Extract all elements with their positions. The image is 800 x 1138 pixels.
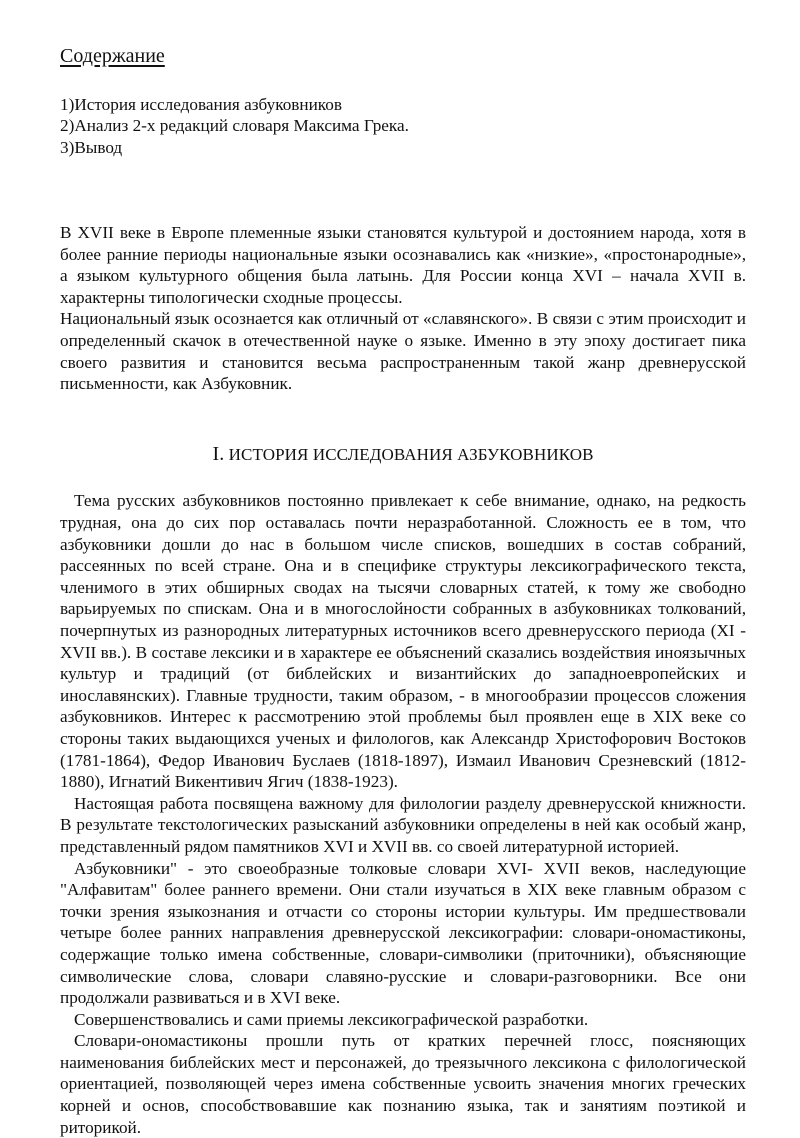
- intro-section: [60, 222, 746, 395]
- section-title-text: ИСТОРИЯ ИССЛЕДОВАНИЯ АЗБУКОВНИКОВ: [224, 444, 594, 464]
- document-page: [60, 46, 746, 1138]
- body-paragraph: Настоящая работа посвящена важному для филологии разделу древнерусской книжности. В результате текстологических разысканий азбуковники определены в ней как особый жанр, представленный рядом памятников XVI и XVII вв. со своей литературной историей.: [60, 793, 746, 856]
- body-paragraph: Совершенствовались и сами приемы лексикографической разработки.: [74, 1009, 589, 1029]
- toc-item: 3)Вывод: [60, 137, 123, 157]
- section-body: [60, 490, 746, 1138]
- toc-heading: Содержание: [60, 45, 165, 67]
- body-paragraph: Словари-ономастиконы прошли путь от кратких перечней глосс, поясняющих наименования библейских мест и персонажей, до треязычного лексикона с филологической ориентацией, позволяющей через имена собственные усвоить значения многих греческих корней и основ, способствовавшие как познанию языка, так и занятиям поэтикой и риторикой.: [60, 1031, 746, 1137]
- body-paragraph: Тема русских азбуковников постоянно привлекает к себе внимание, однако, на редкость трудная, она до сих пор оставалась почти неразработанной. Сложность ее в том, что азбуковники дошли до нас в большом числе списков, вошедших в состав собраний, рассеянных по всей стране. Она и в специфике структуры лексикографического текста, членимого в этих обширных сводах на тысячи словарных статей, к тому же свободно варьируемых по спискам. Она и в многослойности собранных в азбуковниках толкований, почерпнутых из разнородных литературных источников всего древнерусского периода (XI - XVII вв.). В составе лексики и в характере ее объяснений сказались воздействия иноязычных культур и традиций (от библейских и византийских до западноевропейских и инославянских). Главные трудности, таким образом, - в многообразии процессов сложения азбуковников. Интерес к рассмотрению этой проблемы был проявлен еще в XIX веке со стороны таких выдающихся ученых и филологов, как Александр Христофорович Востоков (1781-1864), Федор Иванович Буслаев (1818-1897), Измаил Иванович Срезневский (1812-1880), Игнатий Викентивич Ягич (1838-1923).: [60, 491, 746, 792]
- toc-list: [60, 94, 746, 159]
- toc-item: 1)История исследования азбуковников: [60, 94, 342, 114]
- body-paragraph: Азбуковники" - это своеобразные толковые словари XVI- XVII веков, наследующие "Алфавитам" более раннего времени. Они стали изучаться в XIX веке главным образом с точки зрения языкознания и отчасти со стороны истории культуры. Им предшествовали четыре более ранних направления древнерусской лексикографии: словари-ономастиконы, содержащие только имена собственные, словари-символики (приточники), объясняющие символические слова, словари славяно-русские и словари-разговорники. Все они продолжали развиваться и в XVI веке.: [60, 858, 746, 1008]
- intro-paragraph: В XVII веке в Европе племенные языки становятся культурой и достоянием народа, хотя в более ранние периоды национальные языки осознавались как «низкие», «простонародные», а языком культурного общения была латынь. Для России конца XVI – начала XVII в. характерны типологически сходные процессы.: [60, 223, 746, 307]
- toc-item: 2)Анализ 2-х редакций словаря Максима Грека.: [60, 116, 409, 136]
- section-heading: [60, 444, 746, 466]
- intro-paragraph: Национальный язык осознается как отличный от «славянского». В связи с этим происходит и определенный скачок в отечественной науке о языке. Именно в эту эпоху достигает пика своего развития и становится весьма распространенным такой жанр древнерусской письменности, как Азбуковник.: [60, 309, 746, 394]
- section-number: I.: [212, 442, 225, 465]
